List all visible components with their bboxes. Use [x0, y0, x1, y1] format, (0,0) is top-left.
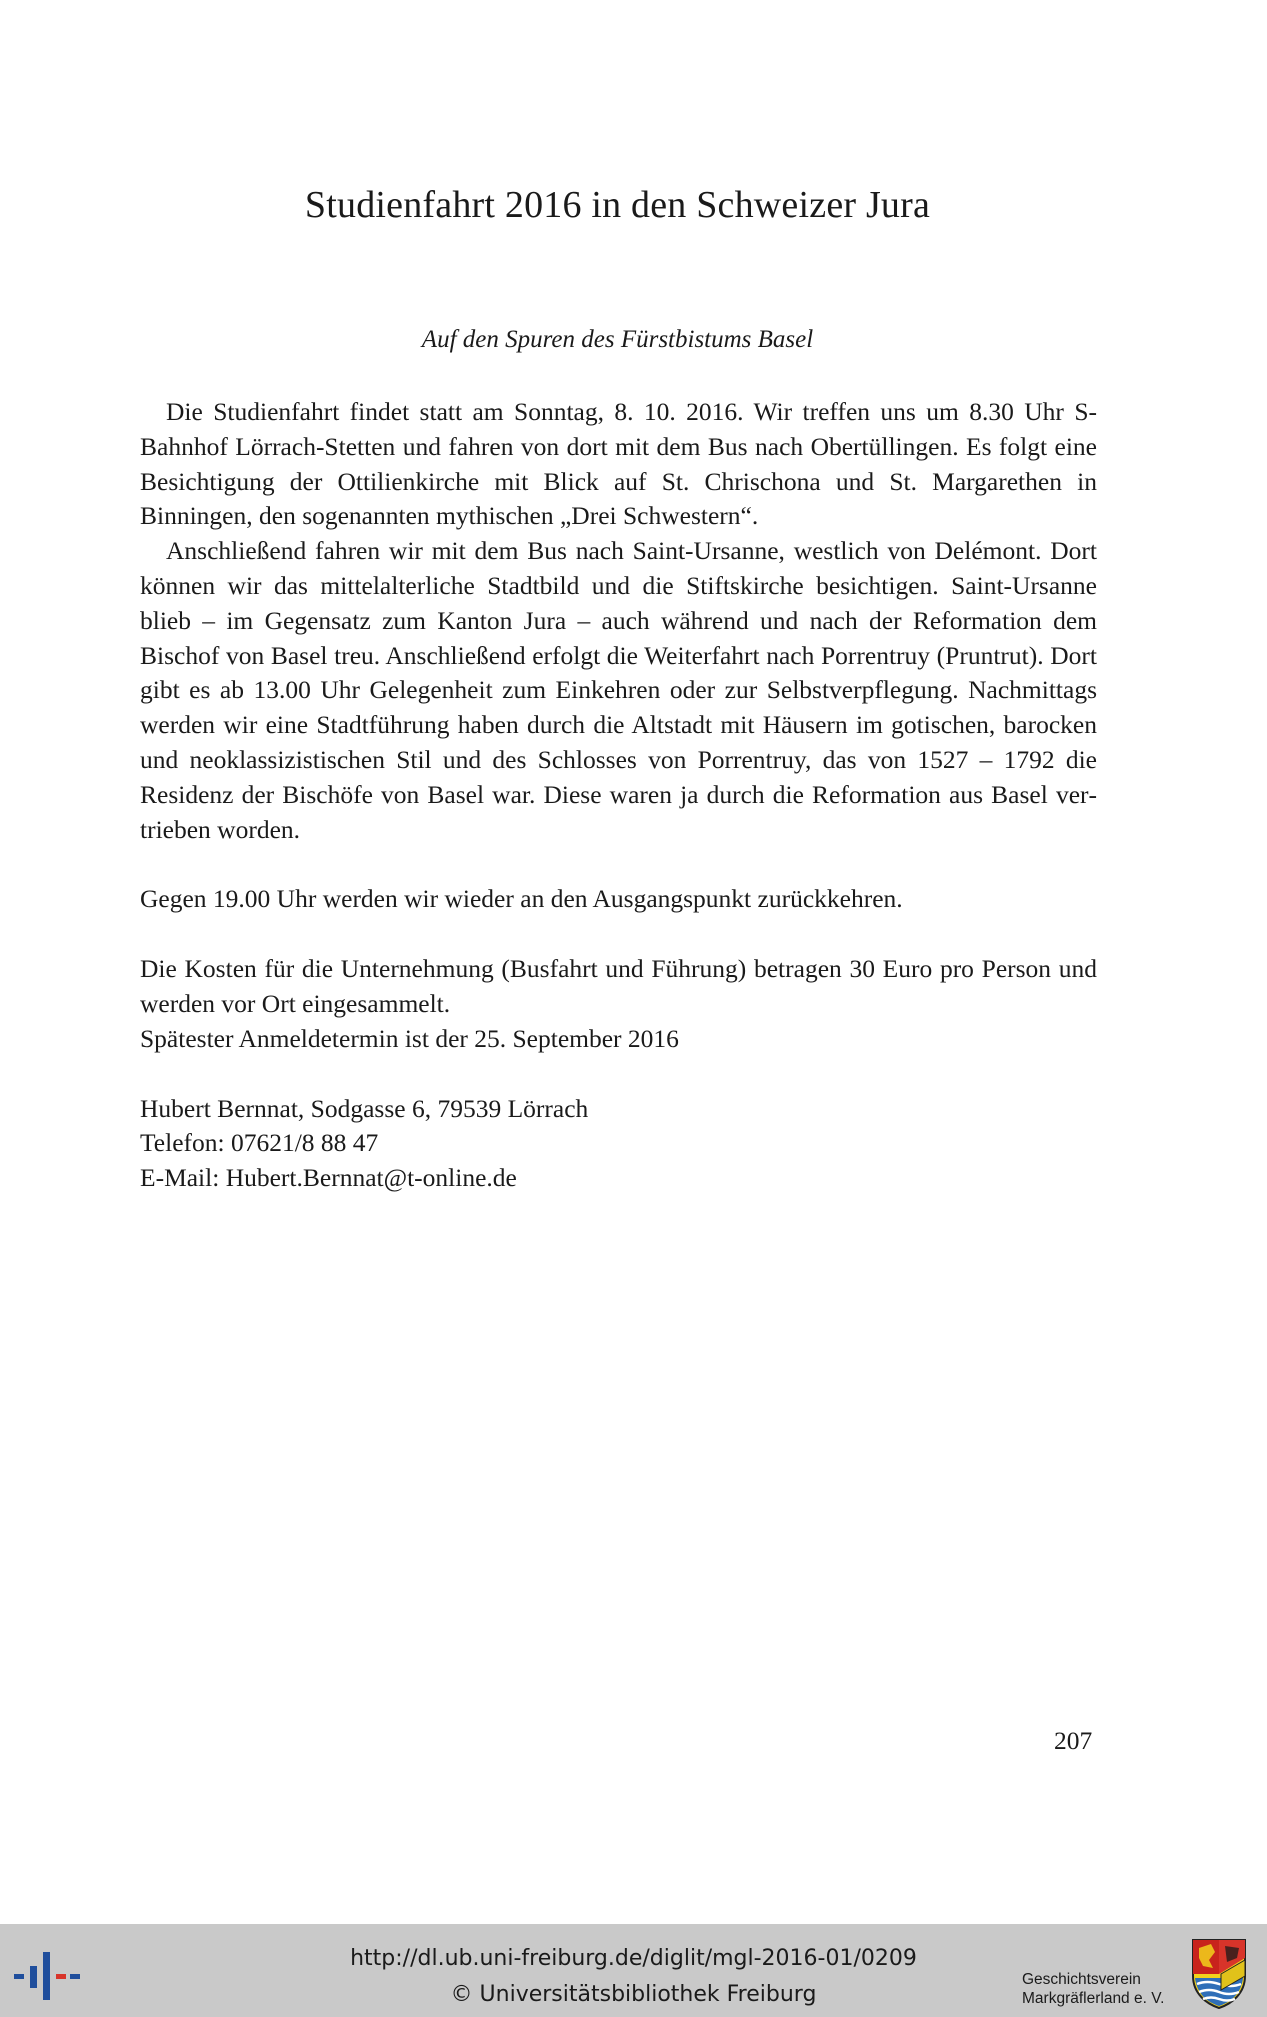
org-name-line-1: Geschichtsverein — [1022, 1971, 1141, 1988]
costs-line: Die Kosten für die Unternehmung (Busfahrt und Führung) betragen 30 Euro pro Person und werden vor Ort eingesammelt. — [140, 954, 1097, 1018]
footer-bar — [0, 1924, 1267, 2017]
coat-of-arms-icon[interactable] — [1191, 1938, 1247, 2010]
footer-copyright: © Universitätsbibliothek Freiburg — [450, 1982, 817, 2007]
footer-url-link[interactable]: http://dl.ub.uni-freiburg.de/diglit/mgl-2016-01/0209 — [350, 1946, 917, 1971]
footer-organization — [1022, 1970, 1164, 2008]
return-line: Gegen 19.00 Uhr werden wir wieder an den Ausgangspunkt zurückkehren. — [140, 884, 903, 914]
org-name-line-2: Markgräflerland e. V. — [1022, 1990, 1165, 2007]
deadline-line: Spätester Anmeldetermin ist der 25. September 2016 — [140, 1023, 679, 1053]
page-subtitle: Auf den Spuren des Fürstbistums Basel — [421, 326, 814, 353]
contact-phone: Telefon: 07621/8 88 47 — [140, 1128, 379, 1158]
contact-email[interactable]: E-Mail: Hubert.Bernnat@t-online.de — [140, 1163, 517, 1193]
document-body — [140, 395, 1097, 1196]
paragraph-intro: Die Studienfahrt findet statt am Sonntag, 8. 10. 2016. Wir treffen uns um 8.30 Uhr S-Bahnhof Lörrach-Stetten und fahren von dort mit dem Bus nach Obertüllingen. Es folgt eine Besichtigung der Ottilienkirche mit Blick auf St. Chrischona und St. Margarethen in Binningen, den sogenannten mythischen „Drei Schwestern“. — [140, 397, 1097, 531]
page-title: Studienfahrt 2016 in den Schweizer Jura — [304, 184, 931, 226]
paragraph-itinerary: Anschließend fahren wir mit dem Bus nach Saint-Ursanne, westlich von Delémont. Dort können wir das mittelalterliche Stadtbild und die Stiftskirche besichtigen. Saint-Ursanne blieb – im Gegensatz zum Kanton Jura – auch während und nach der Reformation dem Bischof von Basel treu. Anschließend erfolgt die Weiterfahrt nach Porrentruy (Pruntrut). Dort gibt es ab 13.00 Uhr Gelegenheit zum Einkehren oder zur Selbstverpflegung. Nachmittags werden wir eine Stadtführung haben durch die Altstadt mit Häusern im gotischen, barocken und neoklassizistischen Stil und des Schlosses von Porrentruy, das von 1527 – 1792 die Residenz der Bischöfe von Basel war. Diese waren ja durch die Reformation aus Basel vertrieben worden. — [140, 536, 1097, 844]
page-number: 207 — [1054, 1726, 1093, 1755]
contact-name: Hubert Bernnat, Sodgasse 6, 79539 Lörrach — [140, 1093, 589, 1123]
